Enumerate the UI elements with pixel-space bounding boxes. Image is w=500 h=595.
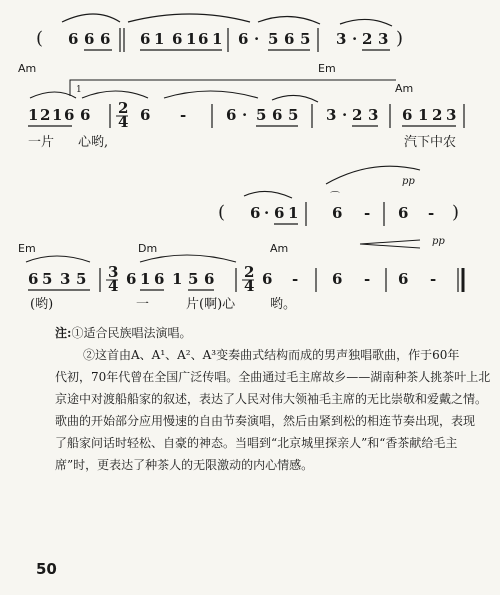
chord-symbol: Dm [138,242,158,255]
dash: - [428,204,435,222]
note: 6 [272,106,283,124]
lyric: 哟。 [270,297,297,312]
lyric: 一 [136,297,150,312]
fermata: ⌒ [330,192,340,203]
lyric: 心哟, [78,135,109,150]
chord-symbol: Em [18,242,36,255]
note-item-2-line-6: 席”时，更表达了种茶人的无限激动的内心情感。 [55,458,314,472]
note: 6 [100,30,111,48]
note: 1 [288,204,299,222]
note: 5 [300,30,311,48]
dynamic-marking: pp [432,236,445,247]
open-paren: ( [218,202,226,223]
note: 6 [154,270,165,288]
time-signature-top: 2 [118,99,129,117]
system-2 [18,62,464,150]
note-item-2-line-4: 歌曲的开始部分应用慢速的自由节奏演唱，然后由紧到松的相连节奏出现，表现 [55,414,476,428]
note: 2 [432,106,443,124]
lyric: (哟) [30,297,54,312]
note: 2 [40,106,51,124]
close-paren: ) [396,28,404,49]
time-signature-top: 2 [244,263,255,281]
note: 6 [64,106,75,124]
note-item-2-line-2: 代初，70年代曾在全国广泛传唱。全曲通过毛主席故乡——湖南种茶人挑茶叶上北 [55,370,491,384]
chord-symbol: Am [395,82,414,95]
dash: - [292,270,299,288]
note: 6 [172,30,183,48]
note: 1 [28,106,39,124]
dot: · [352,30,358,48]
system-1 [36,14,403,52]
note: 1 [154,30,165,48]
note: 3 [368,106,379,124]
note: 6 [68,30,79,48]
time-signature-bottom: 4 [244,277,255,295]
note: 6 [198,30,209,48]
note: 6 [402,106,413,124]
note: 1 [52,106,63,124]
note: 1 [186,30,197,48]
dash: - [430,270,437,288]
note-item-2-line-5: 了船家问话时轻松、自豪的神态。当唱到“北京城里探亲人”和“香茶献给毛主 [55,436,458,450]
system-3 [218,166,459,226]
note-item-1: ①适合民族唱法演唱。 [71,326,192,340]
note: 1 [418,106,429,124]
note: 6 [274,204,285,222]
chord-symbol: Em [318,62,336,75]
note: 3 [336,30,347,48]
lyric: 汽下中农 [404,135,457,150]
note-item-2-line-1: ②这首由A、A¹、A²、A³变奏曲式结构而成的男声独唱歌曲，作于60年 [83,348,460,362]
chord-symbol: Am [270,242,289,255]
note: 6 [28,270,39,288]
dynamic-marking: pp [402,176,415,187]
note: 6 [226,106,237,124]
note: 3 [60,270,71,288]
chord-symbol: Am [18,62,37,75]
lyric: 片(啊)心 [186,297,236,312]
note: 2 [352,106,363,124]
time-signature-top: 3 [108,263,119,281]
note: 2 [362,30,373,48]
note: 6 [332,204,343,222]
lyric: 一片 [28,135,55,150]
note: 3 [378,30,389,48]
dash: - [364,270,371,288]
note: 6 [398,270,409,288]
note: 5 [288,106,299,124]
dot: · [254,30,260,48]
notes-line [55,322,495,344]
note: 6 [126,270,137,288]
note: 1 [212,30,223,48]
notes-section [55,322,495,476]
note: 3 [326,106,337,124]
note: 6 [80,106,91,124]
note: 5 [42,270,53,288]
note: 5 [256,106,267,124]
note: 1 [172,270,183,288]
dash: - [180,106,187,124]
note: 6 [250,204,261,222]
volta-number: 1 [76,85,82,95]
dot: · [264,204,270,222]
dash: - [364,204,371,222]
note: 6 [204,270,215,288]
close-paren: ) [452,202,460,223]
note: 5 [268,30,279,48]
note: 6 [238,30,249,48]
page-number: 50 [36,560,57,578]
note: 6 [284,30,295,48]
dot: · [342,106,348,124]
note: 5 [76,270,87,288]
note: 6 [398,204,409,222]
open-paren: ( [36,28,44,49]
note: 6 [262,270,273,288]
note: 6 [140,106,151,124]
time-signature-bottom: 4 [118,113,129,131]
note: 1 [140,270,151,288]
time-signature-bottom: 4 [108,277,119,295]
note: 6 [332,270,343,288]
note: 3 [446,106,457,124]
note: 6 [140,30,151,48]
system-4 [18,236,463,312]
note: 6 [84,30,95,48]
note-item-2-line-3: 京途中对渡船船家的叙述，表达了人民对伟大领袖毛主席的无比崇敬和爱戴之情。 [55,392,488,406]
note: 5 [188,270,199,288]
notes-label: 注: [55,326,72,340]
dot: · [242,106,248,124]
